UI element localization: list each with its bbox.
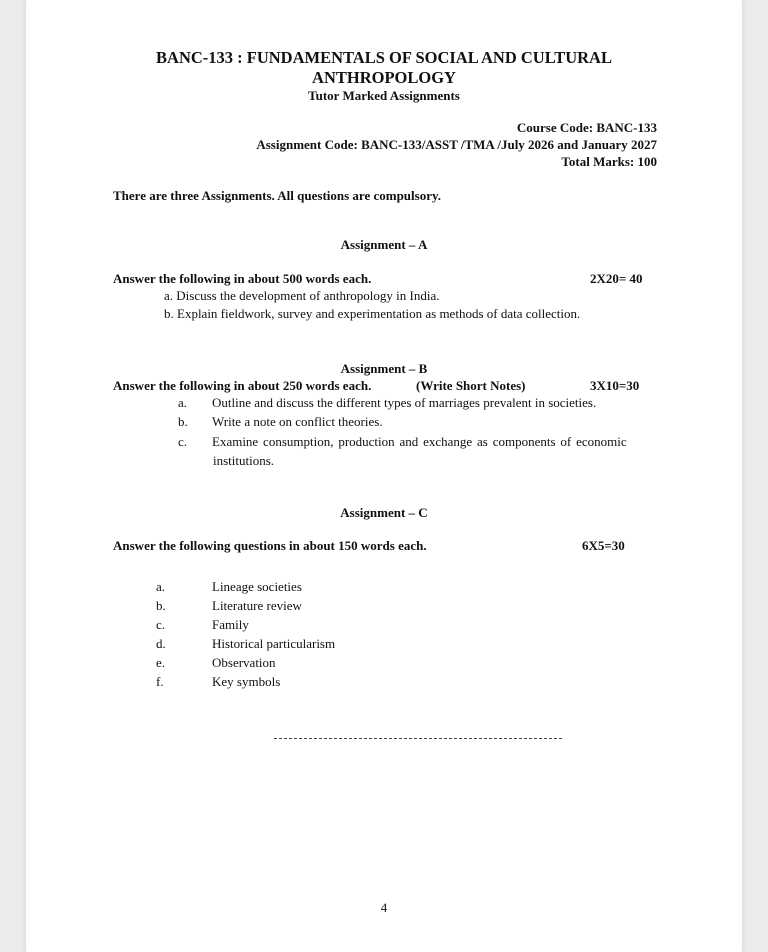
course-code: Course Code: BANC-133 <box>516 120 657 135</box>
assignment-c-marks: 6X5=30 <box>582 538 625 553</box>
question-label: b. <box>156 598 166 613</box>
question-text: Key symbols <box>212 674 281 689</box>
assignment-a-instruction: Answer the following in about 500 words each. <box>113 271 372 286</box>
question-text-continued: institutions. <box>213 453 275 468</box>
question-label: c. <box>178 434 188 449</box>
question-text: Discuss the development of anthropology in India. <box>176 288 440 303</box>
assignment-a-marks: 2X20= 40 <box>590 271 643 286</box>
question-label: a. <box>164 288 174 303</box>
question-text: Family <box>212 617 249 632</box>
document-title-line1: BANC-133 : FUNDAMENTALS OF SOCIAL AND CULTURAL <box>156 48 612 67</box>
question-text: Examine consumption, production and exchange as components of economic <box>212 434 627 449</box>
question-label: a. <box>156 579 166 594</box>
assignment-b-heading: Assignment – B <box>340 361 428 376</box>
page-number: 4 <box>380 900 388 915</box>
document-subtitle: Tutor Marked Assignments <box>308 88 460 103</box>
question-label: f. <box>156 674 164 689</box>
assignment-b-note: (Write Short Notes) <box>416 378 526 393</box>
question-label: b. <box>178 414 188 429</box>
question-text: Observation <box>212 655 276 670</box>
question-text: Explain fieldwork, survey and experimentation as methods of data collection. <box>177 306 581 321</box>
assignment-code: Assignment Code: BANC-133/ASST /TMA /July 2026 and January 2027 <box>256 137 657 152</box>
assignment-a-heading: Assignment – A <box>340 237 428 252</box>
question-label: c. <box>156 617 166 632</box>
question-text: Literature review <box>212 598 302 613</box>
question-label: d. <box>156 636 166 651</box>
document-page <box>26 0 742 952</box>
intro-text: There are three Assignments. All questions are compulsory. <box>113 188 442 203</box>
question-text: Lineage societies <box>212 579 302 594</box>
question-label: b. <box>164 306 174 321</box>
question-label: a. <box>178 395 188 410</box>
document-title-line2: ANTHROPOLOGY <box>312 68 456 87</box>
list-item <box>164 306 580 322</box>
total-marks: Total Marks: 100 <box>561 154 657 169</box>
assignment-b-marks: 3X10=30 <box>590 378 640 393</box>
assignment-c-instruction: Answer the following questions in about 150 words each. <box>113 538 427 553</box>
question-text: Outline and discuss the different types of marriages prevalent in societies. <box>212 395 597 410</box>
section-divider <box>274 738 562 739</box>
question-text: Write a note on conflict theories. <box>212 414 383 429</box>
assignment-c-heading: Assignment – C <box>340 505 428 520</box>
list-item <box>164 288 439 304</box>
question-label: e. <box>156 655 166 670</box>
assignment-b-instruction: Answer the following in about 250 words each. <box>113 378 372 393</box>
question-text: Historical particularism <box>212 636 336 651</box>
